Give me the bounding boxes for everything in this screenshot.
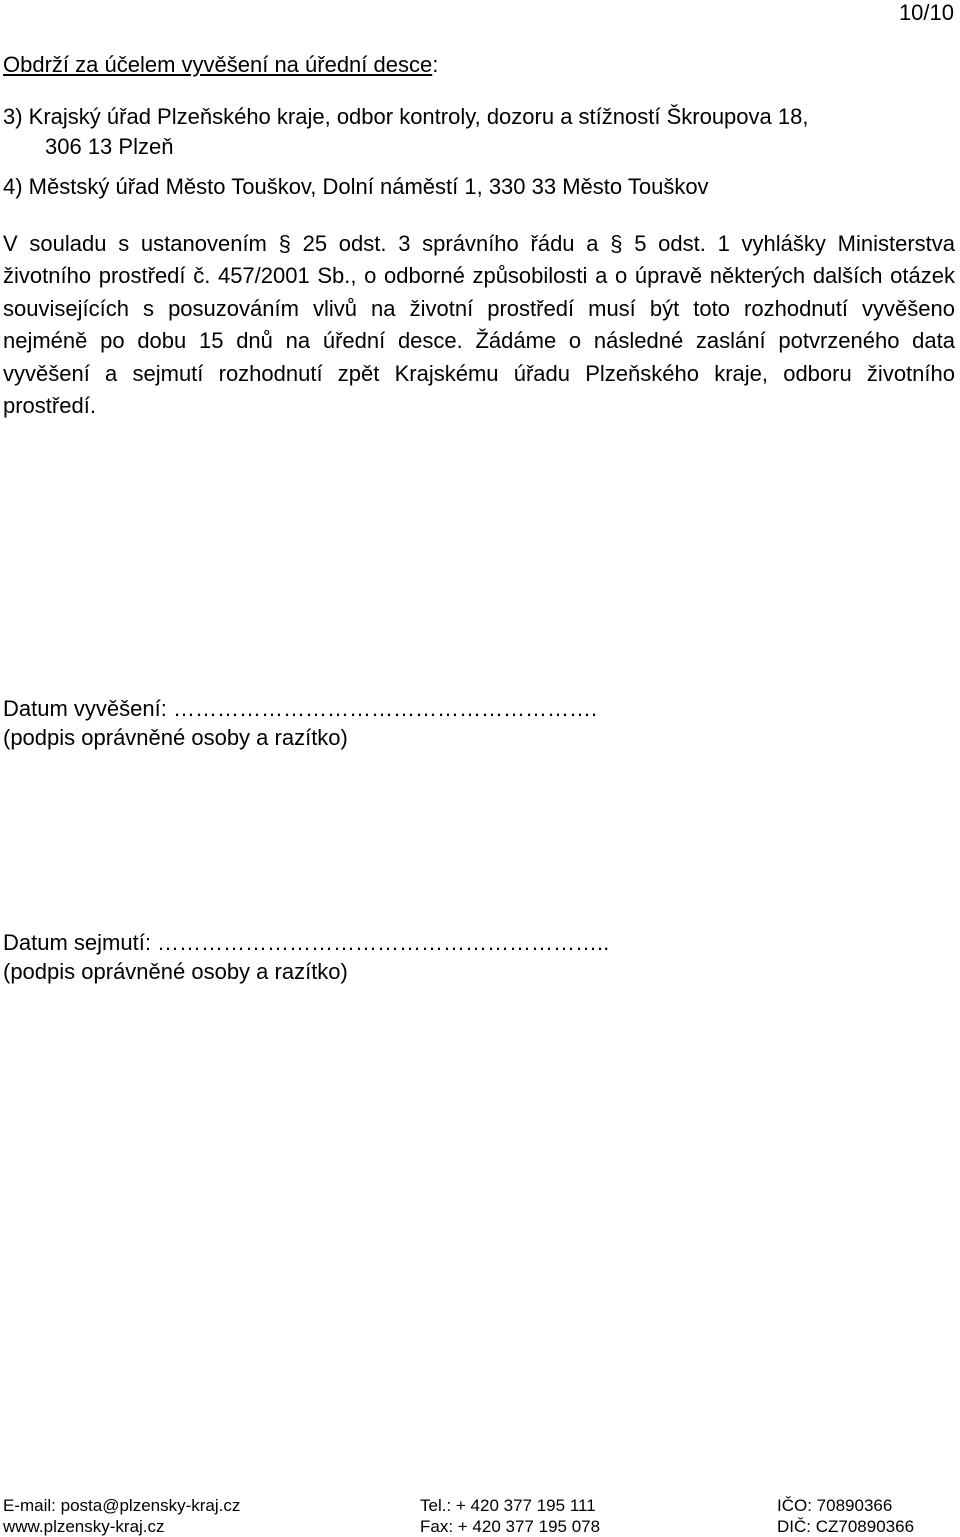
removal-date-field: Datum sejmutí: …………………………………………………….. xyxy=(3,930,610,955)
footer-tel: Tel.: + 420 377 195 111 xyxy=(420,1496,596,1515)
posting-signature-note: (podpis oprávněné osoby a razítko) xyxy=(3,725,348,750)
recipient-item-3-line2: 306 13 Plzeň xyxy=(45,134,174,159)
page-number: 10/10 xyxy=(898,0,954,25)
recipient-item-3-line1: 3) Krajský úřad Plzeňského kraje, odbor kontroly, dozoru a stížností Škroupova 18, xyxy=(3,104,809,129)
recipients-heading-colon: : xyxy=(432,52,439,77)
posting-date-field: Datum vyvěšení: …………………………………………………. xyxy=(3,696,598,721)
recipients-heading xyxy=(3,52,438,78)
removal-signature-note: (podpis oprávněné osoby a razítko) xyxy=(3,959,348,984)
recipients-heading-text: Obdrží za účelem vyvěšení na úřední desce xyxy=(3,52,433,77)
recipient-item-4 xyxy=(3,172,958,202)
footer-web: www.plzensky-kraj.cz xyxy=(3,1517,165,1536)
footer-fax: Fax: + 420 377 195 078 xyxy=(420,1517,601,1536)
footer-ico: IČO: 70890366 xyxy=(777,1496,893,1515)
recipient-item-4-line1: 4) Městský úřad Město Touškov, Dolní náměstí 1, 330 33 Město Touškov xyxy=(3,174,709,199)
posting-instructions-paragraph: V souladu s ustanovením § 25 odst. 3 správního řádu a § 5 odst. 1 vyhlášky Ministerstva životního prostředí č. 457/2001 Sb., o odborné způsobilosti a o úpravě některých dalších otázek souvisejících s posuzováním vlivů na životní prostředí musí být toto rozhodnutí vyvěšeno nejméně po dobu 15 dnů na úřední desce. Žádáme o následné zaslání potvrzeného data vyvěšení a sejmutí rozhodnutí zpět Krajskému úřadu Plzeňského kraje, odboru životního prostředí. xyxy=(3,231,955,419)
recipient-item-3 xyxy=(3,102,958,162)
footer-dic: DIČ: CZ70890366 xyxy=(777,1517,915,1536)
footer-email: E-mail: posta@plzensky-kraj.cz xyxy=(3,1496,241,1515)
